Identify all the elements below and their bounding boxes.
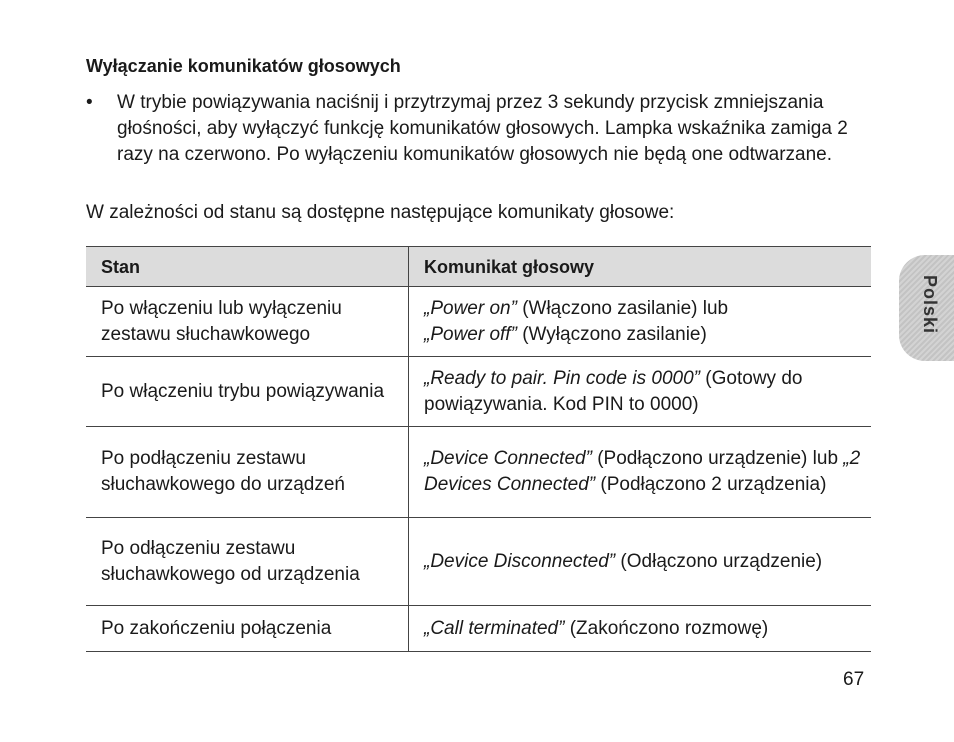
message-phrase: „2 Devices Connected” bbox=[424, 448, 861, 495]
message-translation: (Gotowy do powiązywania. Kod PIN to 0000) bbox=[424, 367, 803, 415]
message-cell bbox=[409, 606, 872, 652]
message-cell bbox=[409, 518, 872, 606]
bullet-item bbox=[86, 90, 876, 168]
page-number: 67 bbox=[843, 669, 865, 690]
bullet-marker: • bbox=[86, 92, 93, 113]
state-cell: Po włączeniu lub wyłączeniu zestawu słuchawkowego bbox=[86, 287, 409, 357]
message-translation: (Podłączono 2 urządzenia) bbox=[595, 474, 827, 495]
state-cell: Po podłączeniu zestawu słuchawkowego do urządzeń bbox=[86, 427, 409, 518]
message-translation: (Odłączono urządzenie) bbox=[615, 550, 823, 572]
section-heading: Wyłączanie komunikatów głosowych bbox=[86, 56, 401, 76]
table-row bbox=[86, 287, 871, 357]
message-phrase: „Call terminated” bbox=[424, 617, 565, 639]
message-cell bbox=[409, 427, 872, 518]
message-phrase: „Power off” bbox=[424, 323, 517, 345]
table-row bbox=[86, 357, 871, 427]
bullet-list bbox=[86, 90, 876, 168]
state-cell: Po zakończeniu połączenia bbox=[86, 606, 409, 652]
message-phrase: „Device Disconnected” bbox=[424, 550, 616, 572]
message-translation: (Zakończono rozmowę) bbox=[564, 617, 769, 639]
intro-text: W zależności od stanu są dostępne następujące komunikaty głosowe: bbox=[86, 202, 675, 223]
message-translation: (Wyłączono zasilanie) bbox=[516, 323, 707, 345]
message-phrase: „Device Connected” bbox=[424, 448, 592, 469]
table-row bbox=[86, 518, 871, 606]
state-cell: Po odłączeniu zestawu słuchawkowego od urządzenia bbox=[86, 518, 409, 606]
message-translation: (Podłączono urządzenie) lub bbox=[591, 448, 844, 469]
message-phrase: „Ready to pair. Pin code is 0000” bbox=[424, 367, 701, 389]
message-cell bbox=[409, 287, 872, 357]
header-message: Komunikat głosowy bbox=[409, 247, 872, 287]
voice-message-table bbox=[86, 246, 871, 652]
table-header-row bbox=[86, 247, 871, 287]
state-cell: Po włączeniu trybu powiązywania bbox=[86, 357, 409, 427]
language-tab-label: Polski bbox=[920, 275, 940, 335]
table-row bbox=[86, 606, 871, 652]
bullet-text: W trybie powiązywania naciśnij i przytrzymaj przez 3 sekundy przycisk zmniejszania głośności, aby wyłączyć funkcję komunikatów głosowych. Lampka wskaźnika zamiga 2 razy na czerwono. Po wyłączeniu komunikatów głosowych nie będą one odtwarzane. bbox=[117, 92, 848, 165]
message-translation: (Włączono zasilanie) lub bbox=[516, 297, 729, 319]
message-cell bbox=[409, 357, 872, 427]
table-row bbox=[86, 427, 871, 518]
header-state: Stan bbox=[86, 247, 409, 287]
message-phrase: „Power on” bbox=[424, 297, 517, 319]
